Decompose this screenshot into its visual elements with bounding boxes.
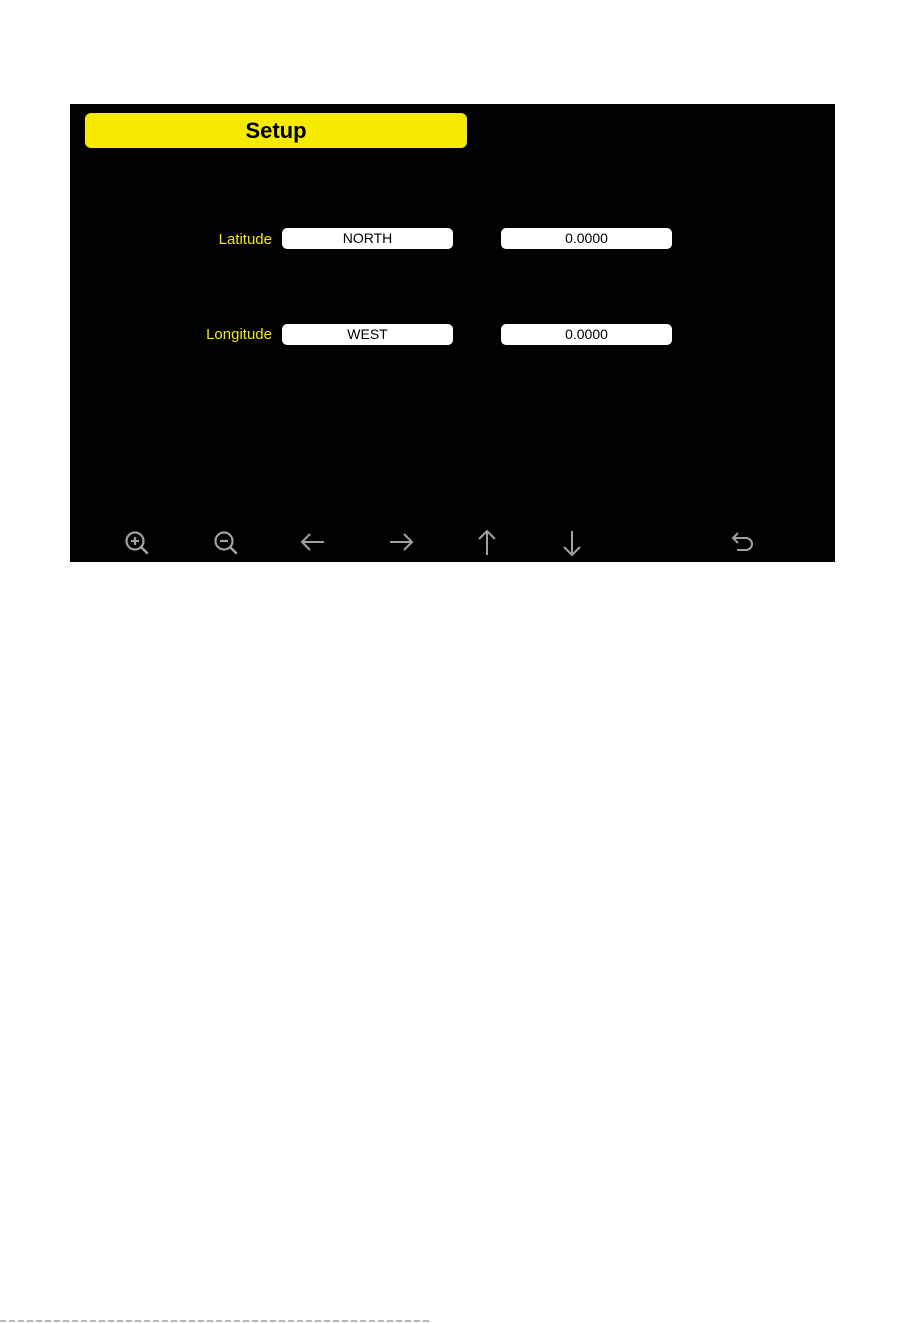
arrow-left-icon[interactable] bbox=[299, 529, 327, 557]
longitude-direction-field[interactable]: WEST bbox=[282, 324, 453, 345]
latitude-direction-field[interactable]: NORTH bbox=[282, 228, 453, 249]
zoom-out-icon[interactable] bbox=[212, 529, 240, 557]
longitude-label: Longitude bbox=[206, 326, 272, 343]
return-icon[interactable] bbox=[728, 529, 756, 557]
latitude-value-field[interactable]: 0.0000 bbox=[501, 228, 672, 249]
longitude-value-field[interactable]: 0.0000 bbox=[501, 324, 672, 345]
zoom-in-icon[interactable] bbox=[123, 529, 151, 557]
page-title: Setup bbox=[85, 113, 467, 148]
arrow-down-icon[interactable] bbox=[558, 529, 586, 557]
latitude-label: Latitude bbox=[218, 231, 272, 248]
arrow-right-icon[interactable] bbox=[387, 529, 415, 557]
page-bottom-marks bbox=[0, 1320, 430, 1322]
device-screen bbox=[70, 104, 835, 562]
arrow-up-icon[interactable] bbox=[473, 529, 501, 557]
